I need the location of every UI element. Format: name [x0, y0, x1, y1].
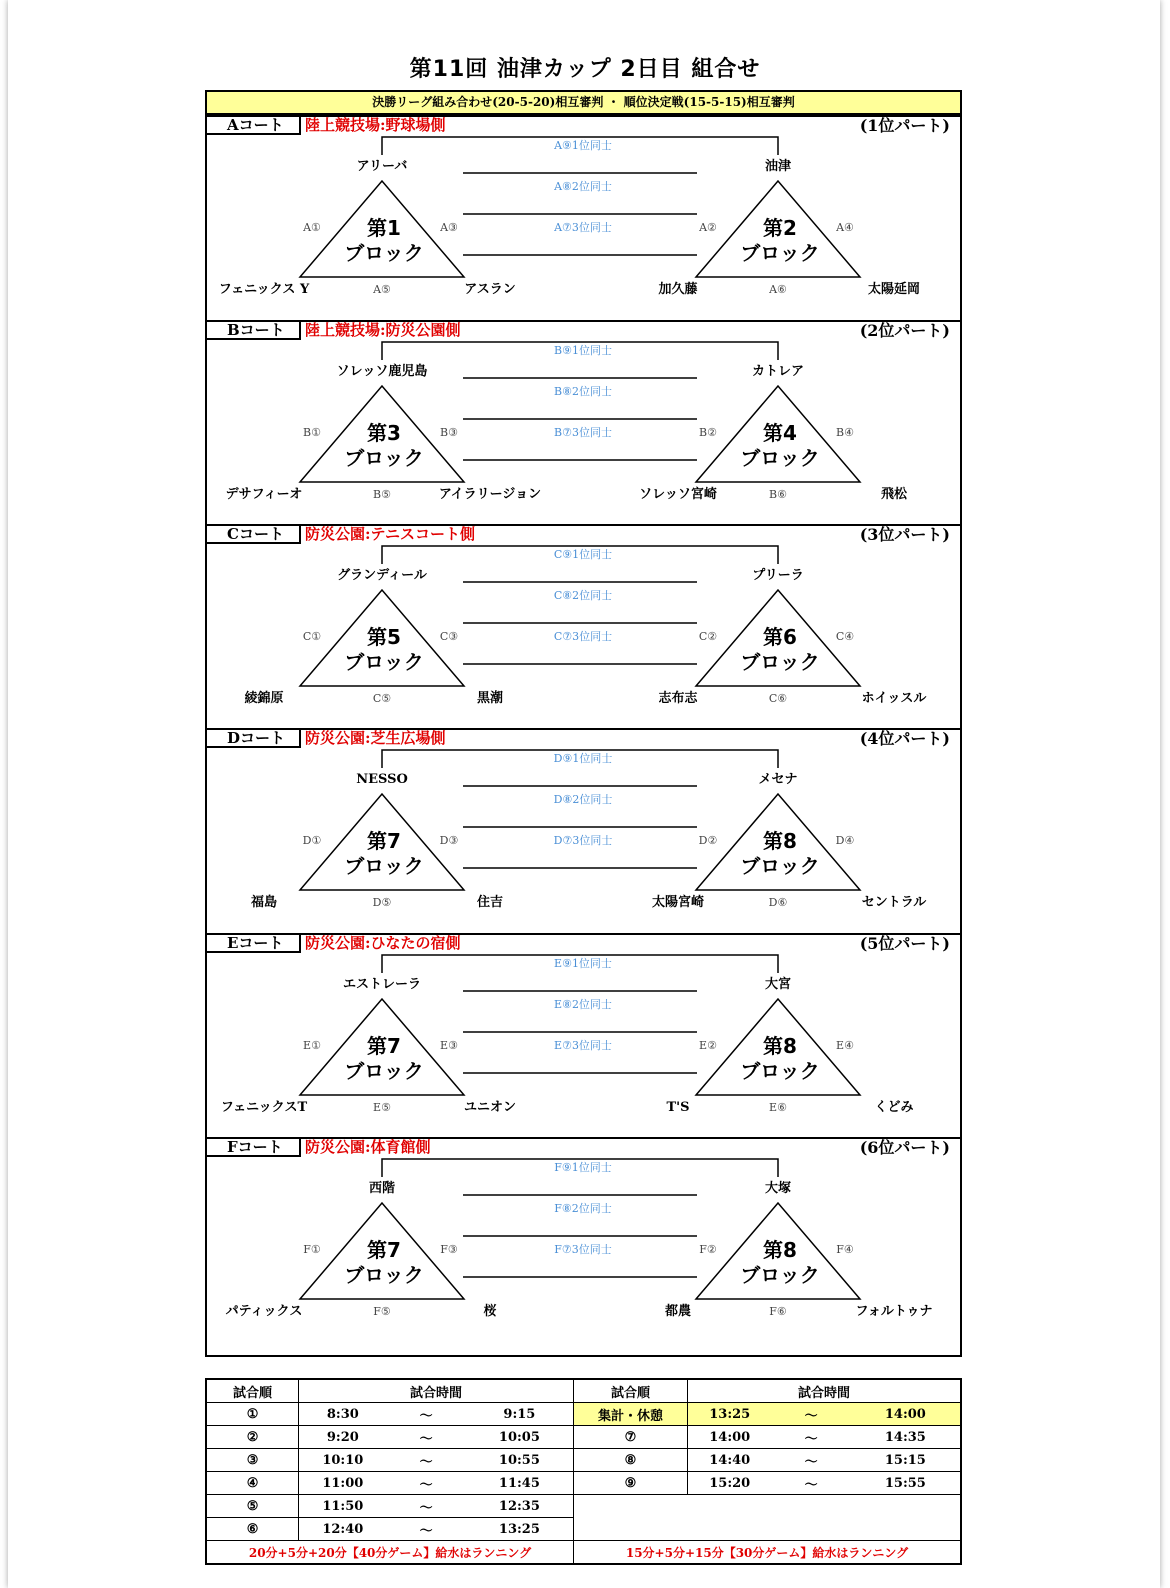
- tilde: 〜: [772, 1449, 851, 1472]
- position-label: E①: [303, 1039, 321, 1052]
- start-time: 13:25: [688, 1403, 772, 1426]
- col-header-time: 試合時間: [299, 1379, 574, 1403]
- block-label: ブロック: [740, 854, 820, 878]
- court-part: (1位パート): [859, 116, 950, 135]
- block-label: ブロック: [740, 650, 820, 674]
- position-label: A②: [699, 221, 717, 234]
- team-top: NESSO: [356, 772, 408, 787]
- position-label: F②: [699, 1243, 717, 1256]
- court-label: Bコート: [205, 320, 301, 340]
- team-bottom-right: くどみ: [874, 1100, 914, 1115]
- block-label: ブロック: [344, 650, 424, 674]
- block-label: ブロック: [344, 446, 424, 470]
- cross-match-label: D⑨1位同士: [553, 752, 613, 765]
- position-label: C①: [302, 630, 322, 643]
- team-top: ソレッソ鹿児島: [336, 364, 428, 379]
- tilde: 〜: [387, 1449, 466, 1472]
- cross-match-label: F⑨1位同士: [554, 1161, 612, 1174]
- court-part: (4位パート): [859, 729, 950, 748]
- end-time: 14:35: [851, 1426, 961, 1449]
- team-bottom-left: 都農: [664, 1304, 692, 1319]
- match-order: ②: [206, 1426, 299, 1449]
- court-label: Eコート: [205, 933, 301, 953]
- note-left: 20分+5分+20分【40分ゲーム】給水はランニング: [206, 1541, 574, 1565]
- block-label: ブロック: [740, 1059, 820, 1083]
- start-time: 15:20: [688, 1472, 772, 1495]
- start-time: 11:50: [299, 1495, 387, 1518]
- team-bottom-left: T'S: [666, 1100, 690, 1115]
- block-label: ブロック: [344, 1263, 424, 1287]
- team-bottom-right: 太陽延岡: [867, 282, 921, 297]
- match-order: ①: [206, 1403, 299, 1426]
- tilde: 〜: [387, 1472, 466, 1495]
- end-time: 10:55: [466, 1449, 574, 1472]
- block-number: 第7: [367, 1034, 401, 1058]
- block-number: 第2: [763, 216, 797, 240]
- court-section: [205, 524, 962, 731]
- position-label: D①: [302, 834, 322, 847]
- page-title: 第11回 油津カップ 2日目 組合せ: [409, 57, 761, 82]
- position-label: C⑥: [768, 692, 788, 705]
- col-header-order: 試合順: [574, 1379, 688, 1403]
- team-top: 西階: [368, 1181, 396, 1196]
- end-time: 10:05: [466, 1426, 574, 1449]
- rules-header: 決勝リーグ組み合わせ(20-5-20)相互審判 ・ 順位決定戦(15-5-15)相互審判: [205, 90, 962, 115]
- court-venue: 陸上競技場:野球場側: [305, 116, 446, 134]
- tilde: 〜: [387, 1403, 466, 1426]
- start-time: 12:40: [299, 1518, 387, 1541]
- team-bottom-left: 綾錦原: [244, 691, 284, 706]
- team-bottom-left: パティックス: [225, 1304, 303, 1319]
- block-number: 第5: [367, 625, 401, 649]
- team-top: カトレア: [751, 364, 805, 379]
- cross-match-label: C⑧2位同士: [553, 589, 613, 602]
- team-top: 油津: [764, 159, 792, 174]
- court-part: (3位パート): [859, 525, 950, 544]
- position-label: D⑤: [372, 896, 392, 909]
- tilde: 〜: [772, 1472, 851, 1495]
- start-time: 14:00: [688, 1426, 772, 1449]
- court-venue: 陸上競技場:防災公園側: [305, 321, 461, 339]
- cross-match-label: D⑧2位同士: [553, 793, 613, 806]
- position-label: C④: [835, 630, 855, 643]
- end-time: 15:15: [851, 1449, 961, 1472]
- block-number: 第8: [763, 1034, 797, 1058]
- court-label: Cコート: [205, 524, 301, 544]
- position-label: F③: [440, 1243, 458, 1256]
- court-venue: 防災公園:芝生広場側: [305, 729, 446, 747]
- team-bottom-right: 住吉: [476, 895, 504, 910]
- bracket-diagram: [205, 320, 962, 527]
- position-label: B⑤: [373, 488, 391, 501]
- team-bottom-left: ソレッソ宮崎: [639, 487, 717, 502]
- court-venue: 防災公園:体育館側: [305, 1138, 431, 1156]
- cross-match-label: D⑦3位同士: [553, 834, 613, 847]
- block-number: 第7: [367, 1238, 401, 1262]
- start-time: 9:20: [299, 1426, 387, 1449]
- position-label: A⑤: [373, 283, 391, 296]
- position-label: A④: [836, 221, 854, 234]
- court-part: (2位パート): [859, 321, 950, 340]
- block-number: 第1: [367, 216, 401, 240]
- match-order: ⑥: [206, 1518, 299, 1541]
- cross-match-label: F⑧2位同士: [554, 1202, 612, 1215]
- position-label: A③: [440, 221, 458, 234]
- block-label: ブロック: [740, 241, 820, 265]
- cross-match-label: C⑦3位同士: [553, 630, 613, 643]
- cross-match-label: B⑧2位同士: [554, 385, 612, 398]
- position-label: C⑤: [372, 692, 392, 705]
- position-label: F④: [836, 1243, 854, 1256]
- cross-match-label: E⑧2位同士: [554, 998, 612, 1011]
- block-label: ブロック: [740, 1263, 820, 1287]
- match-order: ③: [206, 1449, 299, 1472]
- tilde: 〜: [772, 1403, 851, 1426]
- cross-match-label: A⑧2位同士: [554, 180, 612, 193]
- position-label: B③: [440, 426, 458, 439]
- team-top: 大宮: [764, 977, 792, 992]
- position-label: C③: [439, 630, 459, 643]
- team-top: グランディール: [337, 568, 427, 583]
- match-order: ⑨: [574, 1472, 688, 1495]
- team-top: アリーバ: [356, 159, 408, 174]
- team-bottom-right: フォルトゥナ: [855, 1304, 933, 1319]
- block-label: ブロック: [344, 241, 424, 265]
- end-time: 14:00: [851, 1403, 961, 1426]
- court-label: Aコート: [205, 115, 301, 135]
- position-label: D②: [698, 834, 718, 847]
- team-bottom-right: 桜: [483, 1304, 497, 1319]
- match-order: ⑦: [574, 1426, 688, 1449]
- position-label: A①: [303, 221, 321, 234]
- block-label: ブロック: [740, 446, 820, 470]
- position-label: E④: [836, 1039, 854, 1052]
- position-label: F⑤: [373, 1305, 391, 1318]
- team-bottom-right: 黒潮: [476, 691, 504, 706]
- position-label: C②: [698, 630, 718, 643]
- team-bottom-right: アスラン: [464, 282, 516, 297]
- team-bottom-left: 志布志: [658, 691, 698, 706]
- block-number: 第7: [367, 829, 401, 853]
- end-time: 15:55: [851, 1472, 961, 1495]
- block-number: 第8: [763, 1238, 797, 1262]
- position-label: A⑥: [769, 283, 787, 296]
- end-time: 12:35: [466, 1495, 574, 1518]
- team-bottom-left: 加久藤: [658, 282, 698, 297]
- team-bottom-left: フェニックスT: [220, 1100, 308, 1115]
- block-label: ブロック: [344, 1059, 424, 1083]
- team-bottom-left: デサフィーオ: [225, 487, 303, 502]
- cross-match-label: C⑨1位同士: [553, 548, 613, 561]
- cross-match-label: B⑨1位同士: [554, 344, 612, 357]
- position-label: E③: [440, 1039, 458, 1052]
- start-time: 8:30: [299, 1403, 387, 1426]
- col-header-time: 試合時間: [688, 1379, 962, 1403]
- bracket-diagram: [205, 1137, 962, 1344]
- team-bottom-right: 飛松: [880, 487, 908, 502]
- court-label: Dコート: [205, 728, 301, 748]
- bracket-diagram: [205, 524, 962, 731]
- team-top: プリーラ: [752, 568, 804, 583]
- start-time: 14:40: [688, 1449, 772, 1472]
- team-bottom-right: アイラリージョン: [438, 487, 542, 502]
- court-label: Fコート: [205, 1137, 301, 1157]
- team-bottom-left: フェニックス Y: [218, 282, 310, 297]
- court-section: [205, 1137, 962, 1344]
- team-bottom-left: 太陽宮崎: [651, 895, 705, 910]
- tilde: 〜: [387, 1426, 466, 1449]
- position-label: B①: [303, 426, 321, 439]
- note-right: 15分+5分+15分【30分ゲーム】給水はランニング: [574, 1541, 961, 1565]
- match-order: ⑧: [574, 1449, 688, 1472]
- start-time: 10:10: [299, 1449, 387, 1472]
- block-number: 第8: [763, 829, 797, 853]
- position-label: B⑥: [769, 488, 787, 501]
- court-part: (5位パート): [859, 934, 950, 953]
- end-time: 9:15: [466, 1403, 574, 1426]
- position-label: D⑥: [768, 896, 788, 909]
- position-label: D④: [835, 834, 855, 847]
- end-time: 13:25: [466, 1518, 574, 1541]
- tilde: 〜: [772, 1426, 851, 1449]
- court-section: [205, 320, 962, 527]
- cross-match-label: E⑦3位同士: [554, 1039, 612, 1052]
- cross-match-label: E⑨1位同士: [554, 957, 612, 970]
- schedule-table: [205, 1378, 962, 1565]
- team-top: 大塚: [764, 1181, 792, 1196]
- team-bottom-left: 福島: [250, 895, 278, 910]
- position-label: D③: [439, 834, 459, 847]
- tilde: 〜: [387, 1518, 466, 1541]
- position-label: E⑤: [373, 1101, 391, 1114]
- court-section: [205, 728, 962, 935]
- match-order: ⑤: [206, 1495, 299, 1518]
- court-part: (6位パート): [859, 1138, 950, 1157]
- cross-match-label: A⑨1位同士: [554, 139, 612, 152]
- block-number: 第4: [763, 421, 797, 445]
- cross-match-label: B⑦3位同士: [554, 426, 612, 439]
- team-bottom-right: ユニオン: [463, 1100, 517, 1115]
- position-label: E②: [699, 1039, 717, 1052]
- position-label: B④: [836, 426, 854, 439]
- cross-match-label: F⑦3位同士: [554, 1243, 612, 1256]
- block-number: 第6: [763, 625, 797, 649]
- end-time: 11:45: [466, 1472, 574, 1495]
- bracket-diagram: [205, 728, 962, 935]
- start-time: 11:00: [299, 1472, 387, 1495]
- position-label: E⑥: [769, 1101, 787, 1114]
- block-number: 第3: [367, 421, 401, 445]
- team-bottom-right: セントラル: [861, 895, 927, 910]
- tilde: 〜: [387, 1495, 466, 1518]
- position-label: B②: [699, 426, 717, 439]
- bracket-diagram: [205, 115, 962, 322]
- cross-match-label: A⑦3位同士: [554, 221, 612, 234]
- empty-cell: [574, 1495, 961, 1541]
- court-section: [205, 115, 962, 322]
- position-label: F⑥: [769, 1305, 787, 1318]
- team-bottom-right: ホイッスル: [861, 691, 927, 706]
- court-venue: 防災公園:ひなたの宿側: [305, 934, 461, 952]
- bracket-diagram: [205, 933, 962, 1140]
- col-header-order: 試合順: [206, 1379, 299, 1403]
- position-label: F①: [303, 1243, 321, 1256]
- match-order: ④: [206, 1472, 299, 1495]
- match-order: 集計・休憩: [574, 1403, 688, 1426]
- court-venue: 防災公園:テニスコート側: [305, 525, 475, 543]
- block-label: ブロック: [344, 854, 424, 878]
- court-section: [205, 933, 962, 1140]
- team-top: エストレーラ: [342, 977, 422, 992]
- team-top: メセナ: [758, 772, 798, 787]
